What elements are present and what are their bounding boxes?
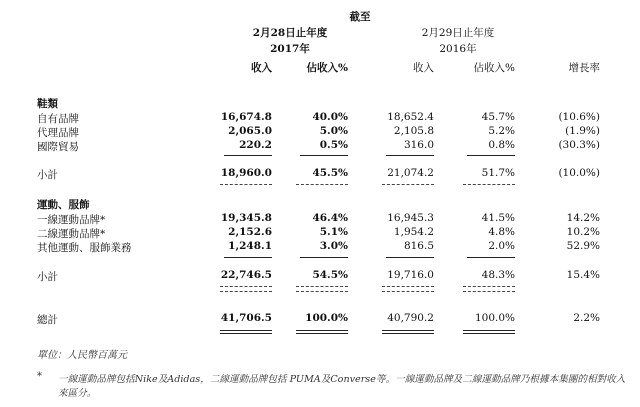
footnote-line-2: 來區分。 <box>58 388 97 399</box>
col-pct-2016: 佔收入% <box>473 62 515 74</box>
rule <box>463 286 515 287</box>
growth: 15.4% <box>566 269 600 281</box>
double-rule <box>220 330 272 334</box>
rev-2017: 2,065.0 <box>228 125 272 137</box>
rule <box>224 155 272 156</box>
rule <box>463 184 515 185</box>
section-sportswear-title: 運動、服飾 <box>37 199 90 211</box>
row-label: 小計 <box>37 169 58 181</box>
footnote-mark: * <box>37 371 42 382</box>
pct-2017: 46.4% <box>312 212 348 224</box>
year-2017-label: 2017年 <box>270 43 310 55</box>
rev-2017: 16,674.8 <box>220 111 272 123</box>
pct-2016: 0.8% <box>488 139 515 151</box>
pct-2016: 45.7% <box>481 111 515 123</box>
rev-2017: 1,248.1 <box>228 240 272 252</box>
rule <box>386 257 434 258</box>
footnote-line-1: 一線運動品牌包括Nike及Adidas，二線運動品牌包括 PUMA及Converse等。一線運動品牌及二線運動品牌乃根據本集團的相對收入 <box>58 374 626 385</box>
rev-2017: 18,960.0 <box>220 167 272 179</box>
growth: 52.9% <box>566 240 600 252</box>
growth: (30.3%) <box>558 139 600 151</box>
rule <box>296 184 348 185</box>
rule <box>296 291 348 292</box>
year-2016-date: 2月29日止年度 <box>421 27 495 39</box>
rule <box>382 184 434 185</box>
col-growth: 增長率 <box>568 62 600 74</box>
pct-2016: 5.2% <box>488 125 515 137</box>
pct-2017: 5.0% <box>319 125 348 137</box>
row-label: 其他運動、服飾業務 <box>37 242 132 254</box>
period-end-label: 截至 <box>349 11 371 23</box>
pct-2017: 0.5% <box>319 139 348 151</box>
pct-2017: 3.0% <box>319 240 348 252</box>
growth: (10.0%) <box>558 167 600 179</box>
pct-2016: 48.3% <box>481 269 515 281</box>
double-rule <box>382 330 434 334</box>
rule <box>220 184 272 185</box>
rev-2016: 16,945.3 <box>387 212 434 224</box>
rule <box>467 155 515 156</box>
growth: 2.2% <box>573 312 600 324</box>
pct-2017: 5.1% <box>319 226 348 238</box>
rule <box>300 155 348 156</box>
col-pct-2017: 佔收入% <box>306 62 348 74</box>
rev-2016: 816.5 <box>403 240 434 252</box>
rule <box>386 155 434 156</box>
rev-2017: 2,152.6 <box>228 226 272 238</box>
row-label: 總計 <box>37 314 58 326</box>
pct-2016: 41.5% <box>481 212 515 224</box>
rev-2016: 1,954.2 <box>393 226 434 238</box>
rev-2016: 19,716.0 <box>387 269 434 281</box>
unit-note: 單位：人民幣百萬元 <box>37 350 127 361</box>
rev-2017: 19,345.8 <box>220 212 272 224</box>
year-2016-label: 2016年 <box>439 43 477 55</box>
rule <box>220 286 272 287</box>
rev-2017: 22,746.5 <box>220 269 272 281</box>
pct-2017: 40.0% <box>312 111 348 123</box>
growth: (1.9%) <box>565 125 600 137</box>
rule <box>224 257 272 258</box>
row-label: 自有品牌 <box>37 113 79 125</box>
pct-2017: 54.5% <box>312 269 348 281</box>
double-rule <box>463 330 515 334</box>
rule <box>296 286 348 287</box>
rev-2016: 40,790.2 <box>387 312 434 324</box>
col-revenue-2017: 收入 <box>251 62 272 74</box>
rev-2017: 220.2 <box>239 139 272 151</box>
rev-2016: 316.0 <box>403 139 434 151</box>
pct-2017: 100.0% <box>305 312 348 324</box>
row-label: 一線運動品牌* <box>37 214 106 226</box>
col-revenue-2016: 收入 <box>413 62 434 74</box>
rule <box>382 291 434 292</box>
rule <box>467 257 515 258</box>
rule <box>220 291 272 292</box>
year-2017-date: 2月28日止年度 <box>252 27 328 39</box>
rule <box>463 291 515 292</box>
growth: 10.2% <box>566 226 600 238</box>
pct-2016: 51.7% <box>481 167 515 179</box>
rev-2016: 2,105.8 <box>393 125 434 137</box>
growth: (10.6%) <box>558 111 600 123</box>
pct-2016: 4.8% <box>488 226 515 238</box>
row-label: 代理品牌 <box>37 127 79 139</box>
row-label: 國際貿易 <box>37 141 79 153</box>
double-rule <box>296 330 348 334</box>
growth: 14.2% <box>566 212 600 224</box>
rule <box>300 257 348 258</box>
row-label: 二線運動品牌* <box>37 228 106 240</box>
rev-2016: 21,074.2 <box>387 167 434 179</box>
row-label: 小計 <box>37 271 58 283</box>
section-footwear-title: 鞋類 <box>37 98 58 110</box>
pct-2017: 45.5% <box>312 167 348 179</box>
pct-2016: 100.0% <box>474 312 515 324</box>
pct-2016: 2.0% <box>488 240 515 252</box>
rev-2016: 18,652.4 <box>387 111 434 123</box>
rule <box>382 286 434 287</box>
rev-2017: 41,706.5 <box>220 312 272 324</box>
